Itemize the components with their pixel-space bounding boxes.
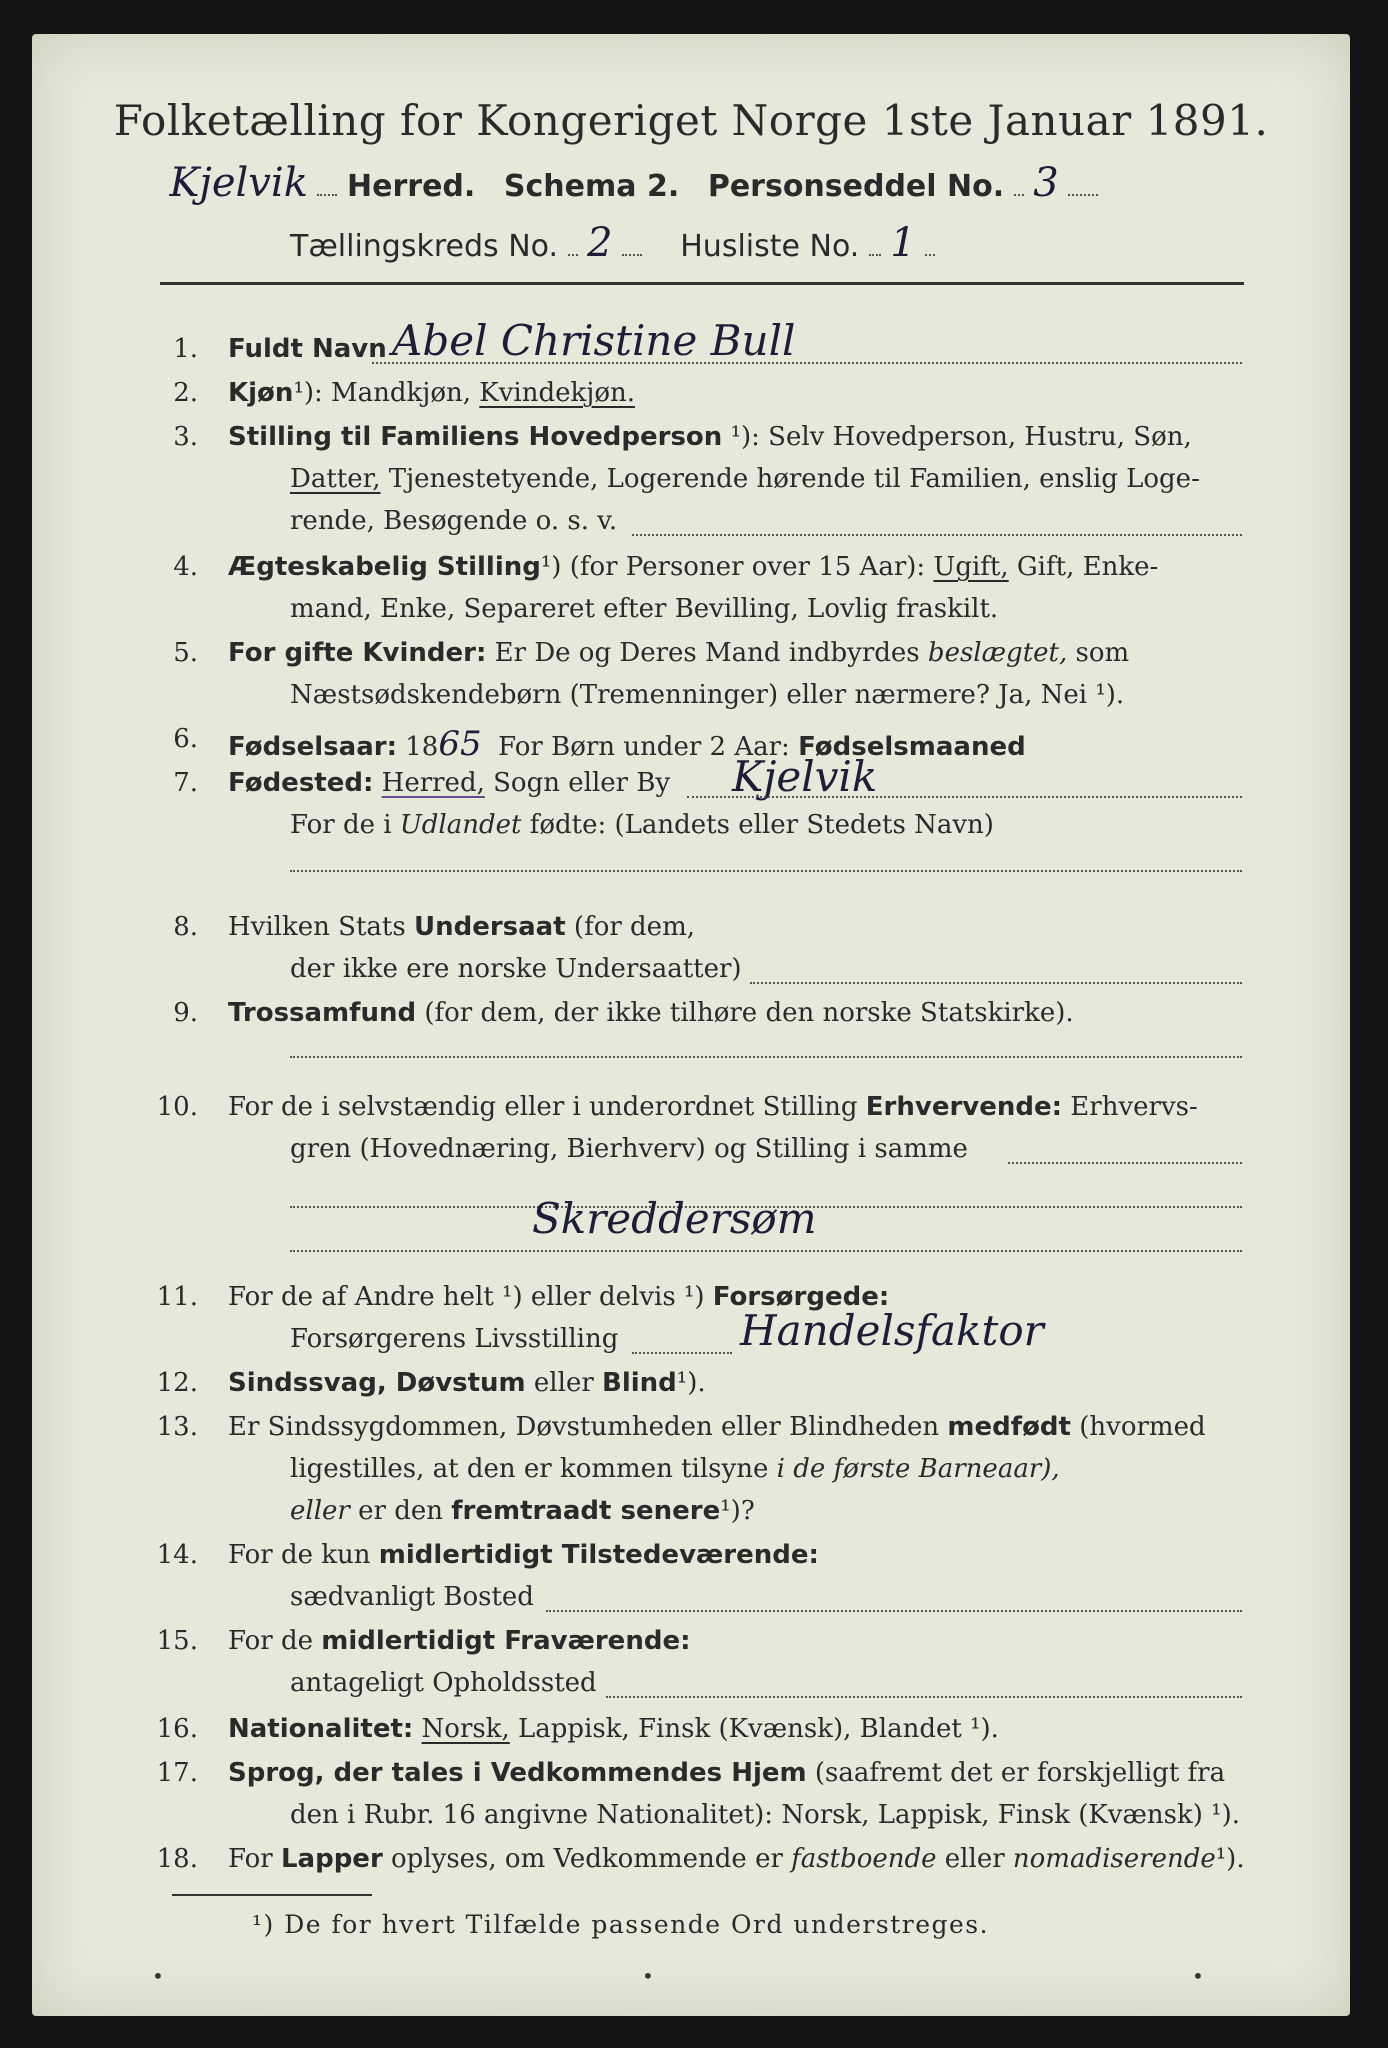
- married-women-question-2: Næstsødskendebørn (Tremenninger) eller nærmere? Ja, Nei ¹).: [290, 680, 1125, 710]
- item-17: [228, 1758, 1225, 1788]
- religion-line: [290, 1056, 1242, 1058]
- disability-label-1: Sindssvag, Døvstum: [228, 1368, 526, 1398]
- item-18: [228, 1844, 1245, 1874]
- sami-label-6: nomadiserende: [1012, 1844, 1216, 1874]
- sex-options: ¹): Mandkjøn,: [293, 378, 472, 408]
- item-14: [228, 1540, 819, 1570]
- item-13-line-2: [290, 1454, 1060, 1484]
- birthplace-selected: Herred,: [381, 768, 485, 798]
- item-14-line-2: [290, 1582, 534, 1612]
- item-6: [228, 724, 1026, 764]
- item-1: [228, 334, 387, 364]
- citizenship-line: [750, 982, 1242, 984]
- married-women-question: Er De og Deres Mand indbyrdes: [494, 638, 920, 668]
- husliste-number: 1: [890, 220, 916, 266]
- footnote: ¹) De for hvert Tilfælde passende Ord understreges.: [252, 1910, 990, 1939]
- probable-residence-label: antageligt Opholdssted: [290, 1668, 597, 1698]
- sami-label-4: fastboende: [791, 1844, 937, 1874]
- municipality-handwritten: Kjelvik: [169, 160, 308, 206]
- occupation-label-4: gren (Hovednæring, Bierhverv) og Stilling i samme: [290, 1134, 968, 1164]
- congenital-label-6: eller: [290, 1496, 350, 1526]
- item-number-16: 16.: [156, 1714, 198, 1744]
- footnote-divider: [172, 1894, 372, 1896]
- item-13-line-3: [290, 1496, 755, 1526]
- congenital-label-2: medfødt: [947, 1412, 1071, 1442]
- sami-label-1: For: [228, 1844, 273, 1874]
- item-3-dotted: [632, 534, 1242, 536]
- item-number-13: 13.: [156, 1412, 198, 1442]
- birthplace-label: Fødested:: [228, 768, 374, 798]
- herred-label: Herred.: [347, 169, 476, 204]
- marital-status-selected: Ugift,: [933, 552, 1009, 582]
- family-position-options: ¹): Selv Hovedperson, Hustru, Søn,: [730, 422, 1192, 452]
- temporary-present-label-1: For de kun: [228, 1540, 371, 1570]
- sami-label-7: ¹).: [1215, 1844, 1245, 1874]
- marital-status-note: ¹) (for Personer over 15 Aar):: [540, 552, 926, 582]
- item-16: [228, 1714, 999, 1744]
- item-number-4: 4.: [173, 552, 198, 582]
- citizenship-label-1: Hvilken Stats: [228, 912, 406, 942]
- usual-residence-label: sædvanligt Bosted: [290, 1582, 534, 1612]
- birth-year-value: 65: [438, 724, 482, 764]
- citizenship-label-4: der ikke ere norske Undersaatter): [290, 954, 742, 984]
- provider-occupation-line: [632, 1352, 732, 1354]
- congenital-label-1: Er Sindssygdommen, Døvstumheden eller Blindheden: [228, 1412, 940, 1442]
- item-17-line-2: [290, 1800, 1240, 1830]
- abroad-line: [290, 870, 1242, 872]
- abroad-label-3: fødte: (Landets eller Stedets Navn): [529, 810, 994, 840]
- citizenship-label-3: (for dem,: [573, 912, 695, 942]
- birth-year-prefix: 18: [405, 732, 439, 762]
- birth-year-label: Fødselsaar:: [228, 732, 397, 762]
- marital-status-options-2: mand, Enke, Separeret efter Bevilling, Lovlig fraskilt.: [290, 594, 999, 624]
- married-women-som: som: [1075, 638, 1130, 668]
- item-7: [228, 768, 670, 798]
- supported-label-1: For de af Andre helt ¹) eller delvis ¹): [228, 1282, 705, 1312]
- family-position-label: Stilling til Familiens Hovedperson: [228, 422, 723, 452]
- item-13: [228, 1412, 1206, 1442]
- item-number-17: 17.: [156, 1758, 198, 1788]
- occupation-label-3: Erhvervs-: [1070, 1092, 1198, 1122]
- item-number-11: 11.: [156, 1282, 198, 1312]
- schema-label: Schema 2.: [503, 169, 680, 204]
- birth-month-label: Fødselsmaaned: [798, 732, 1026, 762]
- disability-label-2: eller: [533, 1368, 594, 1398]
- header-row-1: [160, 160, 1098, 206]
- item-3-line-2: [290, 464, 1200, 494]
- disability-label-3: Blind: [602, 1368, 677, 1398]
- sami-label-5: eller: [944, 1844, 1005, 1874]
- nationality-selected: Norsk,: [421, 1714, 510, 1744]
- item-number-10: 10.: [156, 1092, 198, 1122]
- item-15: [228, 1626, 690, 1656]
- item-number-7: 7.: [173, 768, 198, 798]
- citizenship-label-2: Undersaat: [413, 912, 566, 942]
- item-11-line-2: [290, 1324, 618, 1354]
- sami-label-3: oplyses, om Vedkommende er: [391, 1844, 783, 1874]
- congenital-label-9: ¹)?: [720, 1496, 755, 1526]
- taellingskreds-label: Tællingskreds No.: [290, 229, 558, 264]
- item-3-line-3: [290, 506, 617, 536]
- form-title: Folketælling for Kongeriget Norge 1ste Januar 1891.: [113, 96, 1269, 145]
- item-number-8: 8.: [173, 912, 198, 942]
- occupation-value: Skreddersøm: [532, 1194, 817, 1243]
- taellingskreds-number: 2: [587, 220, 613, 266]
- usual-residence-line: [546, 1610, 1242, 1612]
- nationality-label: Nationalitet:: [228, 1714, 414, 1744]
- item-10-line-2: [290, 1134, 968, 1164]
- header-divider: [160, 282, 1244, 285]
- probable-residence-line: [606, 1696, 1242, 1698]
- family-position-selected: Datter,: [290, 464, 381, 494]
- religion-label: Trossamfund: [228, 998, 417, 1028]
- family-position-options-2: Tjenestetyende, Logerende hørende til Familien, enslig Loge-: [388, 464, 1200, 494]
- item-number-6: 6.: [173, 724, 198, 754]
- item-4-line-2: [290, 594, 998, 624]
- full-name-label: Fuldt Navn: [228, 334, 387, 364]
- language-label: Sprog, der tales i Vedkommendes Hjem: [228, 1758, 807, 1788]
- header-row-2: [290, 220, 935, 266]
- birthplace-value: Kjelvik: [732, 752, 878, 801]
- congenital-label-3: (hvormed: [1079, 1412, 1206, 1442]
- item-number-2: 2.: [173, 378, 198, 408]
- married-women-related: beslægtet,: [927, 638, 1068, 668]
- provider-occupation-label: Forsørgerens Livsstilling: [290, 1324, 619, 1354]
- item-number-12: 12.: [156, 1368, 198, 1398]
- item-8: [228, 912, 695, 942]
- census-form: [32, 34, 1350, 2016]
- item-number-5: 5.: [173, 638, 198, 668]
- married-women-label: For gifte Kvinder:: [228, 638, 487, 668]
- language-options: den i Rubr. 16 angivne Nationalitet): Norsk, Lappisk, Finsk (Kvænsk) ¹).: [290, 1800, 1241, 1830]
- item-5: [228, 638, 1129, 668]
- corner-mark-right: •: [1192, 1964, 1204, 1988]
- occupation-label-1: For de i selvstændig eller i underordnet Stilling: [228, 1092, 858, 1122]
- provider-occupation-value: Handelsfaktor: [740, 1306, 1044, 1355]
- congenital-label-4: ligestilles, at den er kommen tilsyne: [290, 1454, 769, 1484]
- supported-label-2: Forsørgede:: [712, 1282, 890, 1312]
- temporary-absent-label-1: For de: [228, 1626, 313, 1656]
- marital-status-label: Ægteskabelig Stilling: [228, 552, 541, 582]
- item-number-9: 9.: [173, 998, 198, 1028]
- full-name-line: [372, 362, 1242, 364]
- sex-selected: Kvindekjøn.: [479, 378, 635, 408]
- item-number-14: 14.: [156, 1540, 198, 1570]
- temporary-present-label-2: midlertidigt Tilstedeværende:: [378, 1540, 819, 1570]
- occupation-label-2: Erhvervende:: [865, 1092, 1063, 1122]
- birthplace-line: [687, 796, 1242, 798]
- item-4: [228, 552, 1158, 582]
- item-10: [228, 1092, 1198, 1122]
- language-note: (saafremt det er forskjelligt fra: [814, 1758, 1226, 1788]
- sex-label: Kjøn: [228, 378, 294, 408]
- religion-note: (for dem, der ikke tilhøre den norske Statskirke).: [424, 998, 1074, 1028]
- item-number-1: 1.: [173, 334, 198, 364]
- congenital-label-5: i de første Barneaar),: [776, 1454, 1060, 1484]
- item-7-line-2: [290, 810, 994, 840]
- congenital-label-7: er den: [358, 1496, 443, 1526]
- item-15-line-2: [290, 1668, 597, 1698]
- occupation-line-1: [1008, 1162, 1242, 1164]
- nationality-options: Lappisk, Finsk (Kvænsk), Blandet ¹).: [518, 1714, 999, 1744]
- item-number-18: 18.: [156, 1844, 198, 1874]
- item-9: [228, 998, 1074, 1028]
- temporary-absent-label-2: midlertidigt Fraværende:: [321, 1626, 691, 1656]
- personseddel-label: Personseddel No.: [707, 169, 1005, 204]
- disability-label-4: ¹).: [676, 1368, 706, 1398]
- congenital-label-8: fremtraadt senere: [451, 1496, 721, 1526]
- item-number-3: 3.: [173, 422, 198, 452]
- item-5-line-2: [290, 680, 1124, 710]
- center-mark: •: [642, 1964, 654, 1988]
- abroad-label-2: Udlandet: [399, 810, 522, 840]
- personseddel-number: 3: [1033, 160, 1059, 206]
- corner-mark-left: •: [152, 1964, 164, 1988]
- occupation-line-3: [290, 1250, 1242, 1252]
- birth-month-note: For Børn under 2 Aar:: [498, 732, 790, 762]
- marital-status-options: Gift, Enke-: [1016, 552, 1159, 582]
- abroad-label-1: For de i: [290, 810, 392, 840]
- birthplace-options: Sogn eller By: [493, 768, 671, 798]
- husliste-label: Husliste No.: [680, 229, 860, 264]
- item-2: [228, 378, 635, 408]
- item-8-line-2: [290, 954, 742, 984]
- family-position-options-3: rende, Besøgende o. s. v.: [290, 506, 618, 536]
- item-12: [228, 1368, 706, 1398]
- item-3: [228, 422, 1192, 452]
- item-number-15: 15.: [156, 1626, 198, 1656]
- sami-label-2: Lapper: [280, 1844, 383, 1874]
- full-name-value: Abel Christine Bull: [392, 316, 796, 365]
